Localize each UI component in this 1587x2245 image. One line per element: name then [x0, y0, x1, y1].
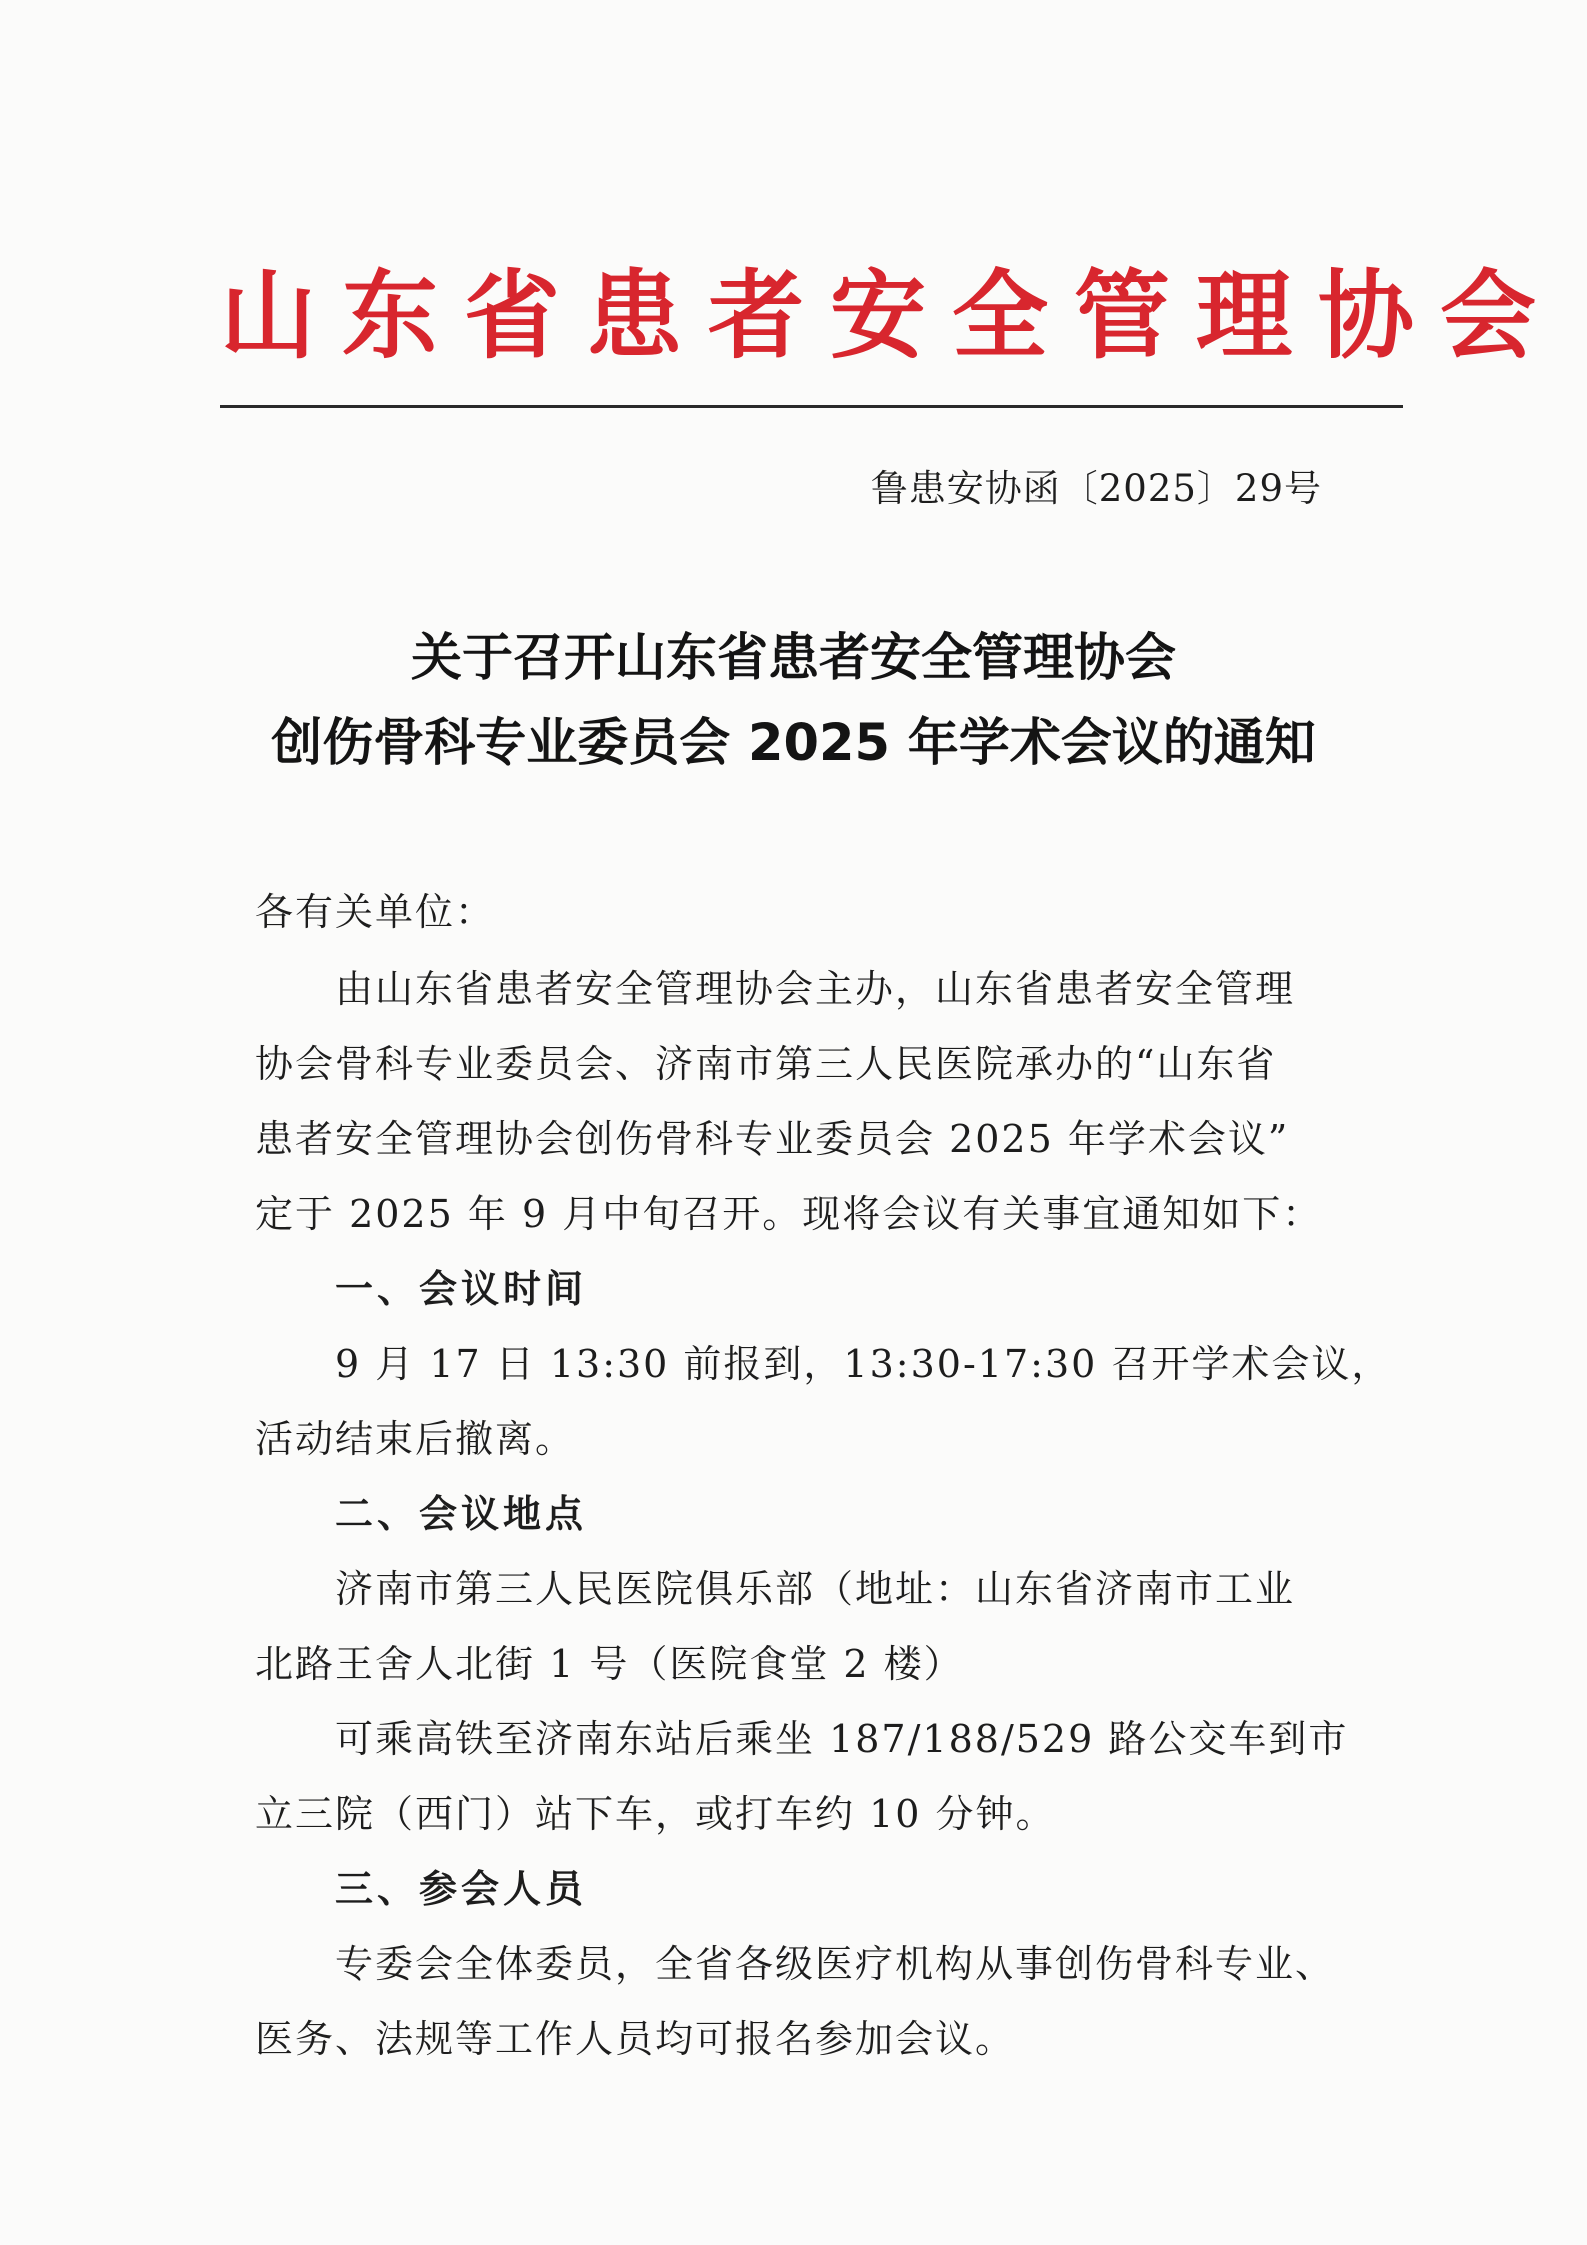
section-line: 立三院（西门）站下车，或打车约 10 分钟。: [255, 1792, 1056, 1836]
document-number: 鲁患安协函〔2025〕29号: [870, 467, 1322, 510]
intro-line: 由山东省患者安全管理协会主办，山东省患者安全管理: [335, 967, 1296, 1011]
section-line: 济南市第三人民医院俱乐部（地址：山东省济南市工业: [335, 1567, 1296, 1611]
salutation: 各有关单位：: [255, 890, 496, 934]
intro-line: 定于 2025 年 9 月中旬召开。现将会议有关事宜通知如下：: [255, 1192, 1323, 1236]
title-line-1: 关于召开山东省患者安全管理协会: [410, 629, 1176, 688]
section-line: 医务、法规等工作人员均可报名参加会议。: [255, 2017, 1016, 2061]
organization-letterhead: 山东省患者安全管理协会: [220, 259, 1562, 372]
section-heading-location: 二、会议地点: [335, 1492, 588, 1536]
section-heading-attendees: 三、参会人员: [335, 1867, 588, 1911]
intro-line: 协会骨科专业委员会、济南市第三人民医院承办的“山东省: [255, 1042, 1277, 1086]
section-line: 9 月 17 日 13:30 前报到，13:30-17:30 召开学术会议，: [335, 1342, 1392, 1386]
section-line: 活动结束后撤离。: [255, 1417, 576, 1461]
section-line: 北路王舍人北街 1 号（医院食堂 2 楼）: [255, 1642, 964, 1686]
intro-line: 患者安全管理协会创伤骨科专业委员会 2025 年学术会议”: [255, 1117, 1290, 1161]
section-line: 可乘高铁至济南东站后乘坐 187/188/529 路公交车到市: [335, 1717, 1349, 1761]
title-line-2: 创伤骨科专业委员会 2025 年学术会议的通知: [271, 714, 1316, 773]
section-heading-time: 一、会议时间: [335, 1267, 588, 1311]
letterhead-divider: [220, 405, 1403, 408]
section-line: 专委会全体委员，全省各级医疗机构从事创伤骨科专业、: [335, 1942, 1336, 1986]
